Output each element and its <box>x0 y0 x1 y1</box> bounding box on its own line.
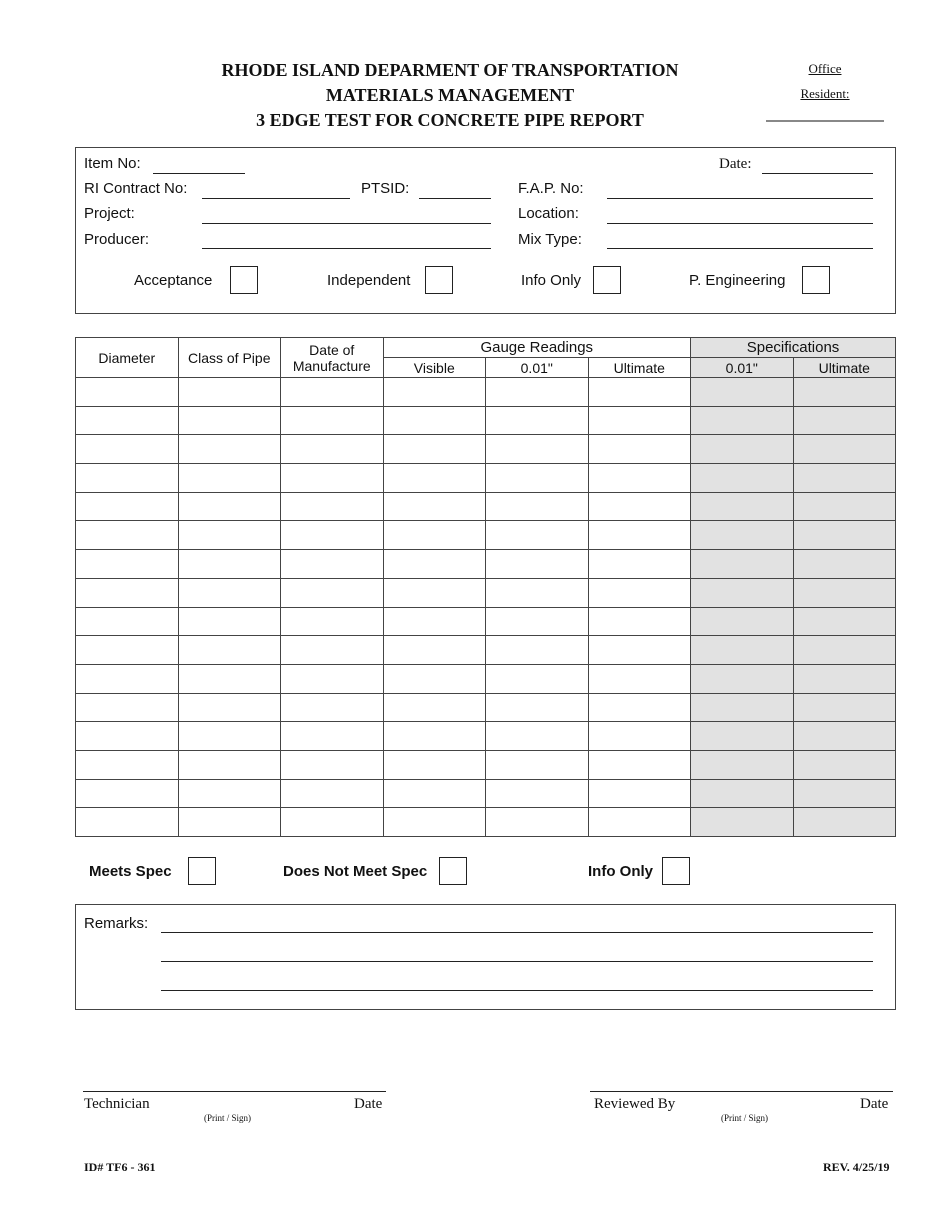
specifications-header: Specifications <box>691 338 896 358</box>
table-cell[interactable] <box>281 378 384 407</box>
date-field[interactable] <box>762 173 873 174</box>
title-report: 3 EDGE TEST FOR CONCRETE PIPE REPORT <box>256 110 644 130</box>
fap-no-label: F.A.P. No: <box>518 180 584 197</box>
ri-contract-field[interactable] <box>202 198 350 199</box>
table-cell[interactable] <box>383 435 486 464</box>
table-cell[interactable] <box>588 406 691 435</box>
table-cell[interactable] <box>383 636 486 665</box>
table-cell[interactable] <box>691 664 794 693</box>
table-cell[interactable] <box>383 578 486 607</box>
meets-spec-checkbox[interactable] <box>188 857 216 885</box>
table-body <box>76 378 896 837</box>
table-cell[interactable] <box>76 722 179 751</box>
table-cell[interactable] <box>691 378 794 407</box>
technician-date-label: Date <box>354 1096 383 1112</box>
table-cell[interactable] <box>691 578 794 607</box>
table-cell[interactable] <box>76 435 179 464</box>
table-cell[interactable] <box>178 521 281 550</box>
mix-type-label: Mix Type: <box>518 231 582 248</box>
table-cell[interactable] <box>486 378 589 407</box>
mix-type-field[interactable] <box>607 248 873 249</box>
table-cell[interactable] <box>486 607 589 636</box>
table-cell[interactable] <box>281 521 384 550</box>
table-cell[interactable] <box>793 435 896 464</box>
table-cell[interactable] <box>178 492 281 521</box>
table-cell[interactable] <box>691 406 794 435</box>
title-department: RHODE ISLAND DEPARMENT OF TRANSPORTATION <box>221 60 679 80</box>
table-cell[interactable] <box>178 750 281 779</box>
independent-checkbox[interactable] <box>425 266 453 294</box>
table-cell[interactable] <box>281 406 384 435</box>
table-cell[interactable] <box>691 550 794 579</box>
table-cell[interactable] <box>76 636 179 665</box>
class-of-pipe-header: Class of Pipe <box>178 338 281 378</box>
table-cell[interactable] <box>76 378 179 407</box>
table-cell[interactable] <box>383 693 486 722</box>
table-cell[interactable] <box>793 578 896 607</box>
table-cell[interactable] <box>793 406 896 435</box>
table-cell[interactable] <box>178 464 281 493</box>
table-row <box>76 722 896 751</box>
table-row <box>76 406 896 435</box>
table-row <box>76 521 896 550</box>
table-cell[interactable] <box>588 779 691 808</box>
table-cell[interactable] <box>588 664 691 693</box>
table-cell[interactable] <box>691 808 794 837</box>
table-cell[interactable] <box>383 550 486 579</box>
table-cell[interactable] <box>76 406 179 435</box>
remarks-line-1[interactable] <box>161 932 873 933</box>
fap-no-field[interactable] <box>607 198 873 199</box>
project-field[interactable] <box>202 223 491 224</box>
table-cell[interactable] <box>281 693 384 722</box>
table-row <box>76 578 896 607</box>
table-row <box>76 435 896 464</box>
table-cell[interactable] <box>76 464 179 493</box>
date-of-manufacture-line1: Date of <box>309 341 355 358</box>
table-cell[interactable] <box>588 636 691 665</box>
table-cell[interactable] <box>486 664 589 693</box>
table-cell[interactable] <box>383 722 486 751</box>
reviewed-by-label: Reviewed By <box>594 1096 676 1112</box>
table-cell[interactable] <box>691 521 794 550</box>
producer-field[interactable] <box>202 248 491 249</box>
table-cell[interactable] <box>793 378 896 407</box>
table-cell[interactable] <box>178 378 281 407</box>
table-cell[interactable] <box>588 550 691 579</box>
meets-spec-label: Meets Spec <box>89 863 172 880</box>
table-cell[interactable] <box>76 550 179 579</box>
table-cell[interactable] <box>178 550 281 579</box>
table-cell[interactable] <box>178 664 281 693</box>
table-cell[interactable] <box>486 779 589 808</box>
remarks-line-2[interactable] <box>161 961 873 962</box>
table-cell[interactable] <box>76 492 179 521</box>
table-cell[interactable] <box>383 492 486 521</box>
p-engineering-checkbox[interactable] <box>802 266 830 294</box>
remarks-section <box>75 904 896 1010</box>
reviewer-print-sign: (Print / Sign) <box>721 1113 769 1123</box>
independent-label: Independent <box>327 272 411 289</box>
table-row <box>76 664 896 693</box>
table-cell[interactable] <box>588 492 691 521</box>
item-no-label: Item No: <box>84 155 141 172</box>
result-info-only-label: Info Only <box>588 863 653 880</box>
table-cell[interactable] <box>281 636 384 665</box>
table-cell[interactable] <box>76 808 179 837</box>
table-row <box>76 636 896 665</box>
table-cell[interactable] <box>691 492 794 521</box>
table-cell[interactable] <box>486 808 589 837</box>
table-cell[interactable] <box>486 578 589 607</box>
table-cell[interactable] <box>793 664 896 693</box>
table-cell[interactable] <box>486 722 589 751</box>
table-cell[interactable] <box>178 779 281 808</box>
reviewer-date-label: Date <box>860 1096 889 1112</box>
table-cell[interactable] <box>383 808 486 837</box>
table-cell[interactable] <box>486 521 589 550</box>
table-cell[interactable] <box>281 550 384 579</box>
table-cell[interactable] <box>793 750 896 779</box>
table-cell[interactable] <box>383 464 486 493</box>
table-cell[interactable] <box>178 722 281 751</box>
table-cell[interactable] <box>793 722 896 751</box>
table-cell[interactable] <box>281 435 384 464</box>
date-of-manufacture-line2: Manufacture <box>292 357 371 374</box>
table-cell[interactable] <box>281 464 384 493</box>
gauge-001-header: 0.01" <box>486 358 589 378</box>
ptsid-field[interactable] <box>419 198 491 199</box>
table-cell[interactable] <box>281 492 384 521</box>
gauge-ultimate-header: Ultimate <box>588 358 691 378</box>
acceptance-checkbox[interactable] <box>230 266 258 294</box>
table-cell[interactable] <box>793 779 896 808</box>
info-only-checkbox[interactable] <box>593 266 621 294</box>
technician-label: Technician <box>84 1096 150 1112</box>
table-cell[interactable] <box>793 550 896 579</box>
table-cell[interactable] <box>588 607 691 636</box>
table-cell[interactable] <box>793 521 896 550</box>
table-cell[interactable] <box>383 750 486 779</box>
table-cell[interactable] <box>76 578 179 607</box>
table-cell[interactable] <box>588 578 691 607</box>
table-cell[interactable] <box>793 492 896 521</box>
office-signature-line[interactable] <box>766 120 884 122</box>
table-cell[interactable] <box>691 722 794 751</box>
table-cell[interactable] <box>793 808 896 837</box>
table-cell[interactable] <box>76 607 179 636</box>
table-cell[interactable] <box>793 464 896 493</box>
table-cell[interactable] <box>76 750 179 779</box>
table-cell[interactable] <box>486 636 589 665</box>
table-cell[interactable] <box>588 521 691 550</box>
table-cell[interactable] <box>691 750 794 779</box>
table-cell[interactable] <box>76 521 179 550</box>
table-cell[interactable] <box>281 664 384 693</box>
p-engineering-label: P. Engineering <box>689 272 786 289</box>
table-cell[interactable] <box>486 406 589 435</box>
diameter-header: Diameter <box>76 338 179 378</box>
resident-label: Resident: <box>800 86 850 101</box>
table-cell[interactable] <box>486 750 589 779</box>
table-cell[interactable] <box>486 464 589 493</box>
gauge-visible-header: Visible <box>383 358 486 378</box>
table-cell[interactable] <box>76 664 179 693</box>
table-cell[interactable] <box>281 722 384 751</box>
ptsid-label: PTSID: <box>361 180 410 197</box>
table-cell[interactable] <box>383 664 486 693</box>
table-cell[interactable] <box>793 607 896 636</box>
table-cell[interactable] <box>178 607 281 636</box>
spec-001-header: 0.01" <box>691 358 794 378</box>
info-only-label: Info Only <box>521 272 582 289</box>
remarks-line-3[interactable] <box>161 990 873 991</box>
table-cell[interactable] <box>691 607 794 636</box>
table-row <box>76 464 896 493</box>
table-cell[interactable] <box>486 693 589 722</box>
table-cell[interactable] <box>76 693 179 722</box>
table-cell[interactable] <box>383 378 486 407</box>
table-cell[interactable] <box>486 435 589 464</box>
title-division: MATERIALS MANAGEMENT <box>325 85 575 105</box>
table-cell[interactable] <box>691 464 794 493</box>
table-cell[interactable] <box>281 779 384 808</box>
table-cell[interactable] <box>178 808 281 837</box>
table-cell[interactable] <box>178 636 281 665</box>
table-cell[interactable] <box>383 406 486 435</box>
table-cell[interactable] <box>281 607 384 636</box>
revision-date: REV. 4/25/19 <box>823 1160 890 1174</box>
remarks-label: Remarks: <box>84 915 149 932</box>
does-not-meet-spec-label: Does Not Meet Spec <box>283 863 428 880</box>
item-no-field[interactable] <box>153 173 245 174</box>
table-cell[interactable] <box>383 521 486 550</box>
table-cell[interactable] <box>588 808 691 837</box>
location-field[interactable] <box>607 223 873 224</box>
acceptance-label: Acceptance <box>134 272 213 289</box>
table-cell[interactable] <box>178 435 281 464</box>
table-cell[interactable] <box>588 693 691 722</box>
project-label: Project: <box>84 205 135 222</box>
table-cell[interactable] <box>588 435 691 464</box>
table-row <box>76 492 896 521</box>
technician-signature-line[interactable] <box>83 1091 386 1092</box>
date-label: Date: <box>719 156 752 172</box>
form-id: ID# TF6 - 361 <box>84 1160 156 1174</box>
table-cell[interactable] <box>691 693 794 722</box>
table-row <box>76 607 896 636</box>
table-cell[interactable] <box>281 578 384 607</box>
table-cell[interactable] <box>691 435 794 464</box>
table-cell[interactable] <box>588 378 691 407</box>
table-cell[interactable] <box>383 779 486 808</box>
table-cell[interactable] <box>178 693 281 722</box>
table-cell[interactable] <box>691 779 794 808</box>
table-cell[interactable] <box>76 779 179 808</box>
test-results-table <box>75 337 896 837</box>
table-cell[interactable] <box>588 464 691 493</box>
table-row <box>76 693 896 722</box>
table-cell[interactable] <box>486 550 589 579</box>
technician-print-sign: (Print / Sign) <box>204 1113 252 1123</box>
location-label: Location: <box>518 205 579 222</box>
reviewer-signature-line[interactable] <box>590 1091 893 1092</box>
table-cell[interactable] <box>793 636 896 665</box>
ri-contract-label: RI Contract No: <box>84 180 188 197</box>
table-cell[interactable] <box>383 607 486 636</box>
spec-ultimate-header: Ultimate <box>793 358 896 378</box>
table-cell[interactable] <box>178 406 281 435</box>
producer-label: Producer: <box>84 231 150 248</box>
result-info-only-checkbox[interactable] <box>662 857 690 885</box>
table-cell[interactable] <box>281 808 384 837</box>
table-row <box>76 378 896 407</box>
table-cell[interactable] <box>486 492 589 521</box>
table-cell[interactable] <box>178 578 281 607</box>
table-row <box>76 550 896 579</box>
table-cell[interactable] <box>793 693 896 722</box>
date-of-manufacture-header <box>281 338 384 378</box>
table-row <box>76 779 896 808</box>
gauge-readings-header: Gauge Readings <box>383 338 691 358</box>
table-row <box>76 750 896 779</box>
office-label: Office <box>808 61 842 76</box>
table-cell[interactable] <box>588 750 691 779</box>
does-not-meet-spec-checkbox[interactable] <box>439 857 467 885</box>
table-cell[interactable] <box>281 750 384 779</box>
table-cell[interactable] <box>588 722 691 751</box>
table-row <box>76 808 896 837</box>
table-cell[interactable] <box>691 636 794 665</box>
